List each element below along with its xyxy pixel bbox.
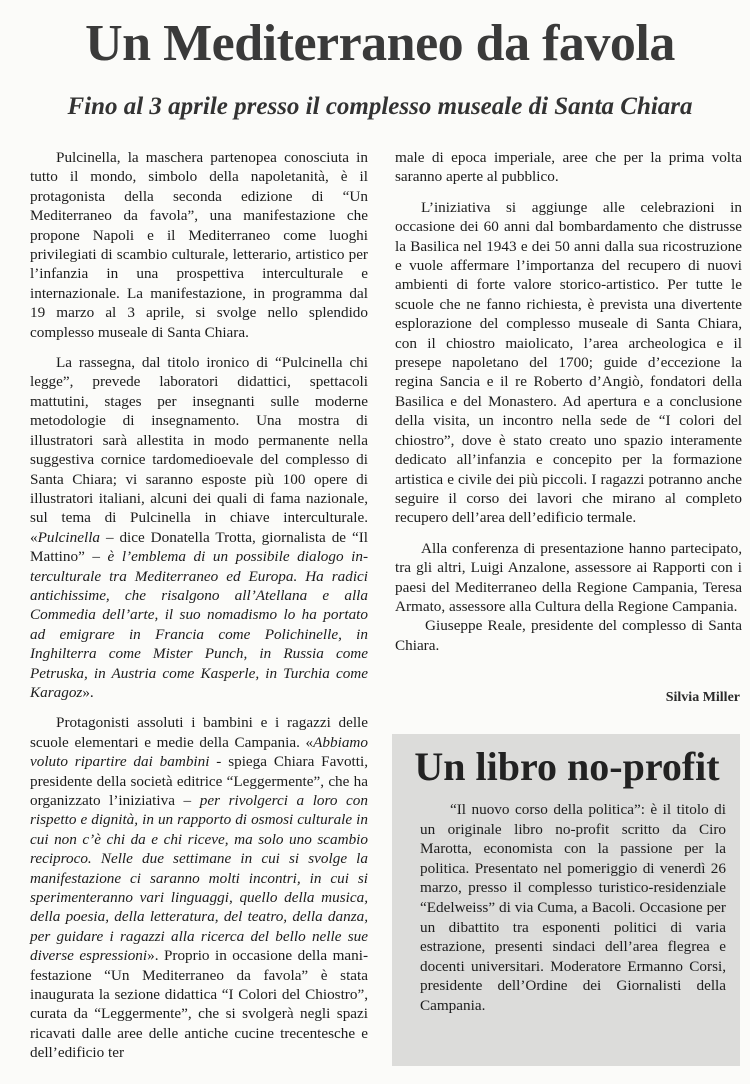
- paragraph: Alla conferenza di presentazione hanno partecipato, tra gli altri, Luigi Anzalone, assessore ai Rapporti con i paesi del Mediterraneo della Regione Campania, Teresa Armato, assessore alla Cultura della Regione Campania.: [395, 539, 742, 615]
- sidebar-box-title: Un libro no-profit: [414, 744, 720, 789]
- article-headline: Un Mediterraneo da favola: [85, 15, 675, 72]
- paragraph: “Il nuovo corso della politica”: è il titolo di un originale libro no-profit scritto da Ciro Marotta, economista con la passione per la politica. Presentato nel pomeriggio di venerdì 26 marzo, presso il complesso turistico-residenziale “Edelweiss” di via Cuma, a Bacoli. Occasione per un dibattito tra esponenti politici di varia estrazione, presenti sindaci dell’area flegrea e docenti universitari. Moderatore Ermanno Corsi, presidente dell’Ordine dei Giornalisti della Campania.: [420, 801, 726, 1014]
- quote-attribution: - spiega Chiara Favotti, presidente della società editrice “Leggermente”, che ha organizzato l’iniziativa –: [30, 753, 369, 809]
- paragraph-text: La rassegna, dal titolo ironico di “Pulcinella chi legge”, prevede laboratori didattici, spettacoli mattutini, stages per insegnanti sulle moderne metodologie di insegnamento. Una mostra di illustratori sarà allestita in modo permanente nella suggestiva cornice tardomedioevale del complesso di Santa Chiara; vi saranno esposte più 100 opere di illustratori italiani, alcuni dei quali di fama nazionale, sul tema di Pulcinella in chiave interculturale. «: [30, 354, 368, 546]
- paragraph-text: ». Proprio in occasione della manifestazione “Un Mediterraneo da favola” è stata inaugurata la sezione didattica “I Colori del Chiostro”, curata da “Leggermente”, che si svolgerà negli spazi ricavati dalle aree delle antiche cucine trecentesche e dell’edificio ter: [30, 947, 369, 1062]
- paragraph: Pulcinella, la maschera partenopea conosciuta in tutto il mondo, simbolo della napoletanità, è il protagonista della seconda edizione di “Un Mediterraneo da favola”, una manifestazione che propone Napoli e il Mediterraneo come luoghi privilegiati di scambio culturale, letterario, artistico per l’infanzia in una prospettiva interculturale e internazionale. La manifestazione, in programma dal 19 marzo al 3 aprile, si svolge nello splendido complesso museale di Santa Chiara.: [30, 149, 368, 341]
- quote-text: Pulcinella: [37, 528, 101, 546]
- sidebar-box-body: [420, 800, 726, 1016]
- paragraph: L’iniziativa si aggiunge alle celebrazioni in occasione dei 60 anni dal bombardamento che distrusse la Basilica nel 1943 e dei 50 anni dalla sua ricostruzione e vuole affermare l’importanza del recupero di nuovi ambienti di forte valore storico-artistico. Per tutte le scuole che ne fanno richiesta, è prevista una divertente esplorazione del complesso museale di Santa Chiara, con il chiostro maiolicato, l’area archeologica e il presepe napoletano del 1700; guide d’eccezione la regina Sancia e il re Roberto d’Angiò, fondatori della Basilica e del Monastero. Ad apertura e a conclusione della visita, un incontro nella sede de “I colori del chiostro”, dove è stato creato uno spazio interamente dedicato all’infanzia e concepito per la formazione artistica e civile dei più piccoli. I ragazzi potranno anche seguire il corso dei lavori che mirano al completo recupero dell’area dell’edificio termale.: [395, 198, 742, 527]
- paragraph-text: Protagonisti assoluti i bambini e i ragazzi delle scuole elementari e medie della Campania. «: [30, 714, 368, 751]
- quote-attribution: – dice Donatella Trotta, giornalista de “Il Mattino” –: [30, 528, 368, 566]
- article-subheadline: Fino al 3 aprile presso il complesso museale di Santa Chiara: [67, 93, 693, 120]
- author-signature: Silvia Miller: [665, 690, 740, 705]
- paragraph: [30, 713, 368, 1062]
- paragraph: [30, 353, 368, 702]
- article-column-right: [395, 148, 742, 655]
- paragraph: Giuseppe Reale, presidente del complesso di Santa Chiara.: [395, 617, 742, 654]
- sidebar-box: [392, 734, 740, 1066]
- quote-text: Abbiamo voluto ripartire dai bambini: [30, 733, 368, 771]
- paragraph-continuation: male di epoca imperiale, aree che per la prima volta saranno aperte al pubblico.: [395, 149, 742, 186]
- quote-text: è l’emblema di un possibile dialogo interculturale tra Mediterraneo ed Europa. Ha radici antichissime, che risalgono all’Atellana e alla Commedia dell’arte, il suo nomadismo lo ha portato ad emigrare in Francia come Polichinelle, in Inghilterra come Mister Punch, in Russia come Petruska, in Austria come Kasperle, in Turchia come Karagoz: [30, 548, 368, 701]
- paragraph-text: ».: [82, 683, 94, 701]
- quote-text: per rivolgerci a loro con rispetto e dignità, in un rapporto di osmosi culturale in cui non c’è chi da e chi riceve, ma solo uno scambio reciproco. Nelle due settimane in cui si svolge la manifestazione ci saranno molti incontri, in cui si sperimenteranno vari linguaggi, quello della musica, della poesia, della letteratura, del teatro, della danza, per guidare i ragazzi alla ricerca del bello nelle sue diverse espressioni: [30, 792, 368, 965]
- article-column-left: [30, 148, 368, 1063]
